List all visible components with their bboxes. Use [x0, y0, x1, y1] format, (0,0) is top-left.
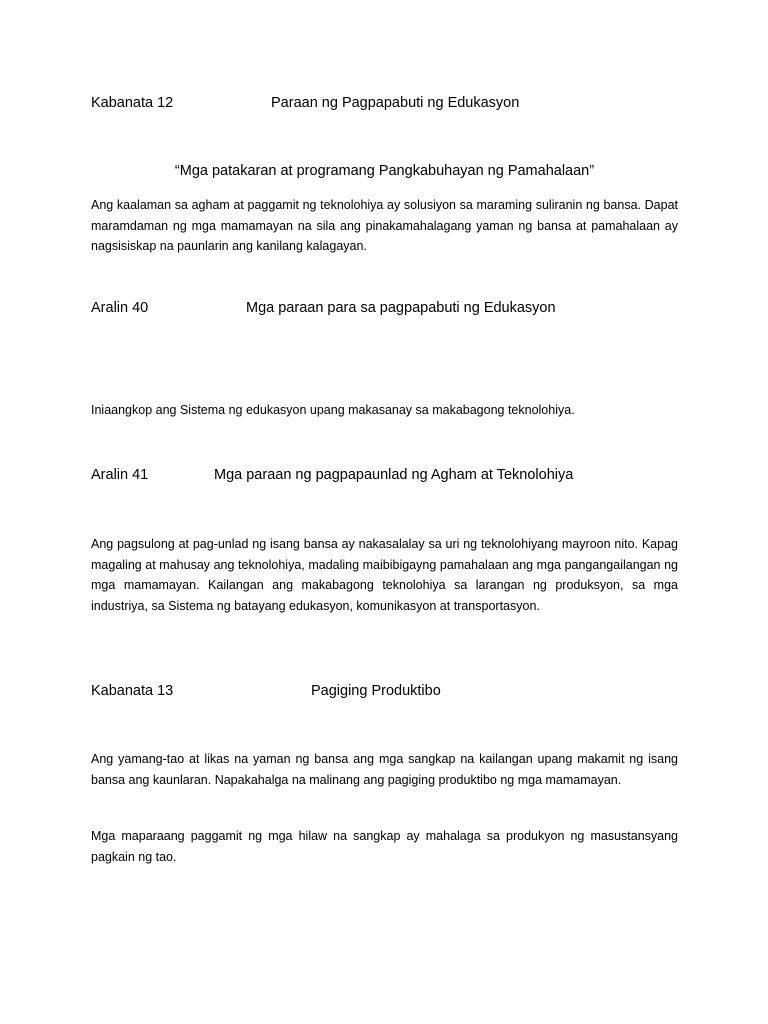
chapter-12-heading	[91, 95, 520, 111]
section-quote: “Mga patakaran at programang Pangkabuhayan ng Pamahalaan”	[174, 163, 595, 179]
paragraph-maparaang: Mga maparaang paggamit ng mga hilaw na sangkap ay mahalaga sa produkyon ng masustansyang pagkain ng tao.	[91, 829, 678, 864]
lesson-41-title: Mga paraan ng pagpapaunlad ng Agham at Teknolohiya	[214, 467, 574, 483]
lesson-41-heading	[91, 467, 574, 483]
chapter-13-label: Kabanata 13	[91, 683, 174, 699]
paragraph-yamang-tao: Ang yamang-tao at likas na yaman ng bansa ang mga sangkap na kailangan upang makamit ng isang bansa ang kaunlaran. Napakahalga na malinang ang pagiging produktibo ng mga mamamayan.	[91, 752, 678, 787]
chapter-13-heading	[91, 683, 441, 699]
lesson-40-heading	[91, 300, 556, 316]
lesson-40-title: Mga paraan para sa pagpapabuti ng Edukasyon	[246, 300, 556, 316]
chapter-12-label: Kabanata 12	[91, 95, 174, 111]
lesson-41-label: Aralin 41	[91, 467, 149, 483]
chapter-12-title: Paraan ng Pagpapabuti ng Edukasyon	[271, 95, 520, 111]
paragraph-agham: Ang kaalaman sa agham at paggamit ng teknolohiya ay solusiyon sa maraming suliranin ng bansa. Dapat maramdaman ng mga mamamayan na sila ang pinakamahalagang yaman ng bansa at pamahalaan ay nagsisiskap na paunlarin ang kanilang kalagayan.	[91, 198, 678, 253]
paragraph-sistema: Iniaangkop ang Sistema ng edukasyon upang makasanay sa makabagong teknolohiya.	[91, 403, 575, 417]
lesson-40-label: Aralin 40	[91, 300, 149, 316]
chapter-13-title: Pagiging Produktibo	[311, 683, 441, 699]
paragraph-pagsulong: Ang pagsulong at pag-unlad ng isang bansa ay nakasalalay sa uri ng teknolohiyang mayroon nito. Kapag magaling at mahusay ang teknolohiya, madaling maibibigayng pamahalaan ang mga pangangailangan ng mga mamamayan. Kailangan ang makabagong teknolohiya sa larangan ng produksyon, sa mga industriya, sa Sistema ng batayang edukasyon, komunikasyon at transportasyon.	[91, 537, 678, 613]
